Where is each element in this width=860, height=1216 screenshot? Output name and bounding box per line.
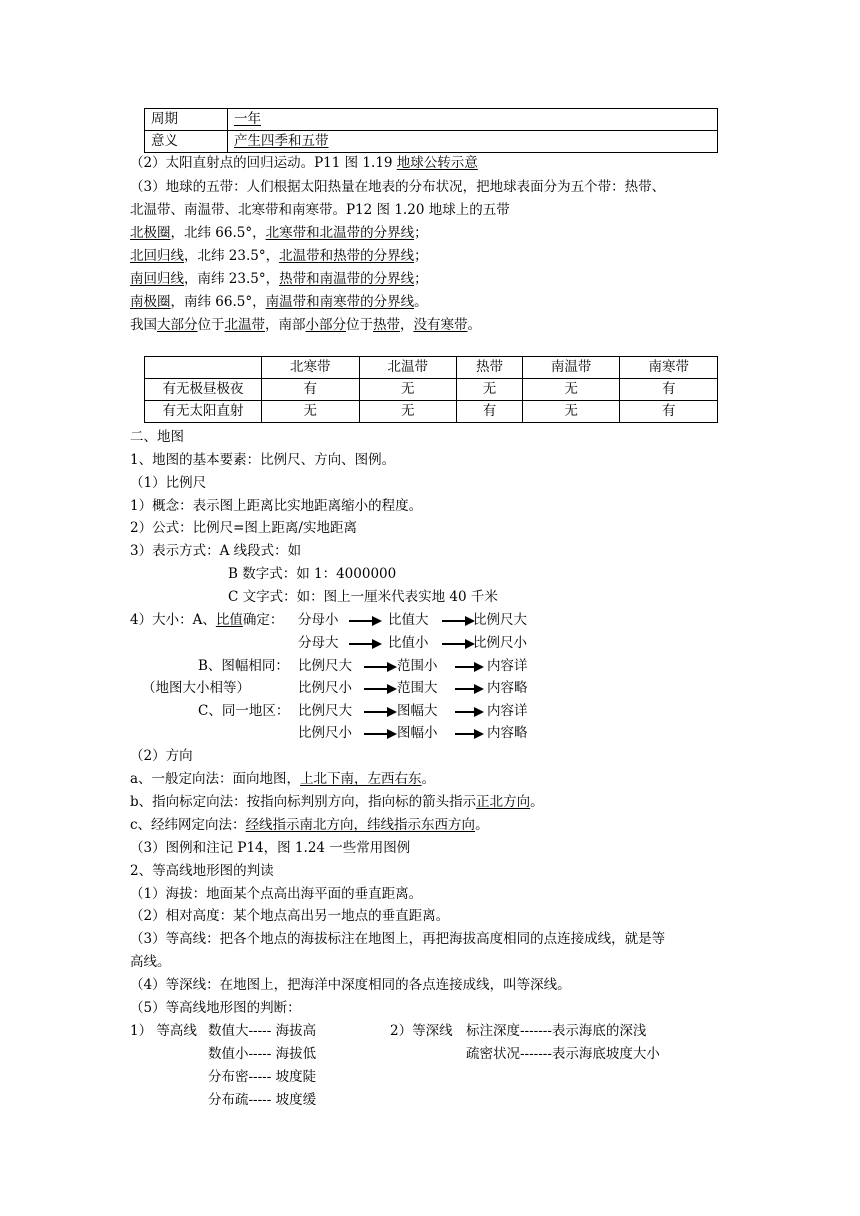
text-line: （5）等高线地形图的判断： (130, 1000, 301, 1016)
text-line: b、指向标定向法：按指向标判别方向，指向标的箭头指示正北方向。 (130, 794, 544, 810)
text-line: （2）方向 (130, 748, 193, 764)
flow-cell: 图幅大 (397, 703, 438, 719)
right-arrow-icon (364, 688, 388, 690)
table-cell: 无 (457, 379, 523, 401)
flow-cell: 分母大 (298, 635, 339, 651)
text-line: C 文字式：如：图上一厘米代表实地 40 千米 (228, 589, 498, 605)
contour-rule: 标注深度-------表示海底的深浅 (466, 1023, 647, 1039)
right-arrow-icon (455, 733, 475, 735)
contour-rule: 疏密状况-------表示海底坡度大小 (466, 1046, 660, 1062)
section-heading: 2、等高线地形图的判读 (130, 863, 274, 879)
flow-cell: 范围大 (397, 680, 438, 696)
flow-cell: 比值大 (388, 612, 429, 628)
table-row (145, 401, 718, 423)
flow-cell: 内容详 (487, 703, 528, 719)
belt-line: 南极圈，南纬 66.5°，南温带和南寒带的分界线。 (130, 294, 428, 310)
belt-line: 北回归线，北纬 23.5°，北温带和热带的分界线； (130, 248, 428, 264)
text-line: B 数字式：如 1：4000000 (228, 566, 397, 582)
belt-line: 北极圈，北纬 66.5°，北寒带和北温带的分界线； (130, 225, 428, 241)
table-row (145, 379, 718, 401)
table-cell: 无 (522, 379, 620, 401)
table-cell: 意义 (145, 131, 228, 153)
table-header-cell: 南寒带 (620, 357, 718, 379)
right-arrow-icon (455, 711, 475, 713)
text-line: 2）公式：比例尺=图上距离/实地距离 (130, 520, 357, 536)
flow-cell: 内容略 (487, 680, 528, 696)
table-header-row (145, 357, 718, 379)
text-line: （4）等深线：在地图上，把海洋中深度相同的各点连接成线，叫等深线。 (130, 977, 571, 993)
right-arrow-icon (455, 688, 475, 690)
text-line: （2）相对高度：某个地点高出另一地点的垂直距离。 (130, 908, 450, 924)
flow-cell: 比例尺小 (473, 635, 527, 651)
table-cell: 产生四季和五带 (228, 131, 718, 153)
section-heading: 二、地图 (130, 429, 184, 445)
table-cell: 有 (620, 379, 718, 401)
flow-cell: 分母小 (298, 612, 339, 628)
text-line: （3）等高线：把各个地点的海拔标注在地图上，再把海拔高度相同的点连接成线，就是等 (130, 931, 666, 947)
right-arrow-icon (442, 643, 466, 645)
flow-cell: 比例尺小 (298, 680, 352, 696)
flow-cell: 比例尺小 (298, 725, 352, 741)
right-arrow-icon (364, 666, 388, 668)
text-line: c、经纬网定向法：经线指示南北方向，纬线指示东西方向。 (130, 817, 489, 833)
text-line: （3）图例和注记 P14，图 1.24 一些常用图例 (130, 840, 411, 856)
table-header-cell (145, 357, 262, 379)
text-line: 高线。 (130, 954, 171, 970)
flow-label: B、图幅相同： (198, 658, 289, 674)
table-cell: 有 (457, 401, 523, 423)
contour-rule: 分布密----- 坡度陡 (208, 1069, 317, 1085)
table-header-cell: 南温带 (522, 357, 620, 379)
belts-table (144, 356, 718, 423)
text-line: 北温带、南温带、北寒带和南寒带。P12 图 1.20 地球上的五带 (130, 202, 510, 218)
table-header-cell: 热带 (457, 357, 523, 379)
text-line: 1）概念：表示图上距离比实地距离缩小的程度。 (130, 498, 423, 514)
table-cell: 无 (262, 401, 360, 423)
table-cell: 有无太阳直射 (145, 401, 262, 423)
belt-line: 南回归线，南纬 23.5°，热带和南温带的分界线； (130, 271, 428, 287)
flow-cell: 比值小 (388, 635, 429, 651)
table-cell: 无 (522, 401, 620, 423)
table-cell: 无 (359, 401, 457, 423)
right-arrow-icon (364, 711, 388, 713)
contour-title: 2）等深线 (390, 1023, 453, 1039)
table-cell: 无 (359, 379, 457, 401)
china-line: 我国大部分位于北温带，南部小部分位于热带，没有寒带。 (130, 317, 481, 333)
flow-cell: 比例尺大 (298, 703, 352, 719)
table-cell: 一年 (228, 109, 718, 131)
table-header-cell: 北寒带 (262, 357, 360, 379)
table-row (145, 131, 718, 153)
table-cell: 有无极昼极夜 (145, 379, 262, 401)
flow-cell: 内容略 (487, 725, 528, 741)
flow-note: （地图大小相等） (142, 680, 250, 696)
text-line: （1）海拔：地面某个点高出海平面的垂直距离。 (130, 886, 423, 902)
contour-rule: 数值小----- 海拔低 (208, 1046, 317, 1062)
flow-cell: 比例尺大 (298, 658, 352, 674)
contour-rule: 分布疏----- 坡度缓 (208, 1092, 317, 1108)
flow-label: C、同一地区： (198, 703, 290, 719)
contour-rule: 数值大----- 海拔高 (208, 1023, 317, 1039)
table-header-cell: 北温带 (359, 357, 457, 379)
text-line: （2）太阳直射点的回归运动。P11 图 1.19 地球公转示意 (130, 155, 478, 171)
table-row (145, 109, 718, 131)
flow-cell: 内容详 (487, 658, 528, 674)
right-arrow-icon (455, 666, 475, 668)
right-arrow-icon (349, 643, 373, 645)
text-line: 1、地图的基本要素：比例尺、方向、图例。 (130, 452, 396, 468)
table-cell: 周期 (145, 109, 228, 131)
flow-cell: 比例尺大 (473, 612, 527, 628)
flow-cell: 范围小 (397, 658, 438, 674)
right-arrow-icon (442, 620, 466, 622)
table-cell: 有 (262, 379, 360, 401)
text-line: （3）地球的五带：人们根据太阳热量在地表的分布状况，把地球表面分为五个带：热带、 (130, 179, 666, 195)
size-label: 4）大小：A、比值确定： (130, 612, 284, 628)
text-line: （1）比例尺 (130, 475, 207, 491)
text-line: a、一般定向法：面向地图，上北下南，左西右东。 (130, 771, 436, 787)
flow-cell: 图幅小 (397, 725, 438, 741)
right-arrow-icon (364, 733, 388, 735)
contour-title: 1） 等高线 (130, 1023, 197, 1039)
table-cell: 有 (620, 401, 718, 423)
right-arrow-icon (349, 620, 373, 622)
orbit-table (144, 108, 718, 153)
text-line: 3）表示方式：A 线段式：如 (130, 543, 302, 559)
